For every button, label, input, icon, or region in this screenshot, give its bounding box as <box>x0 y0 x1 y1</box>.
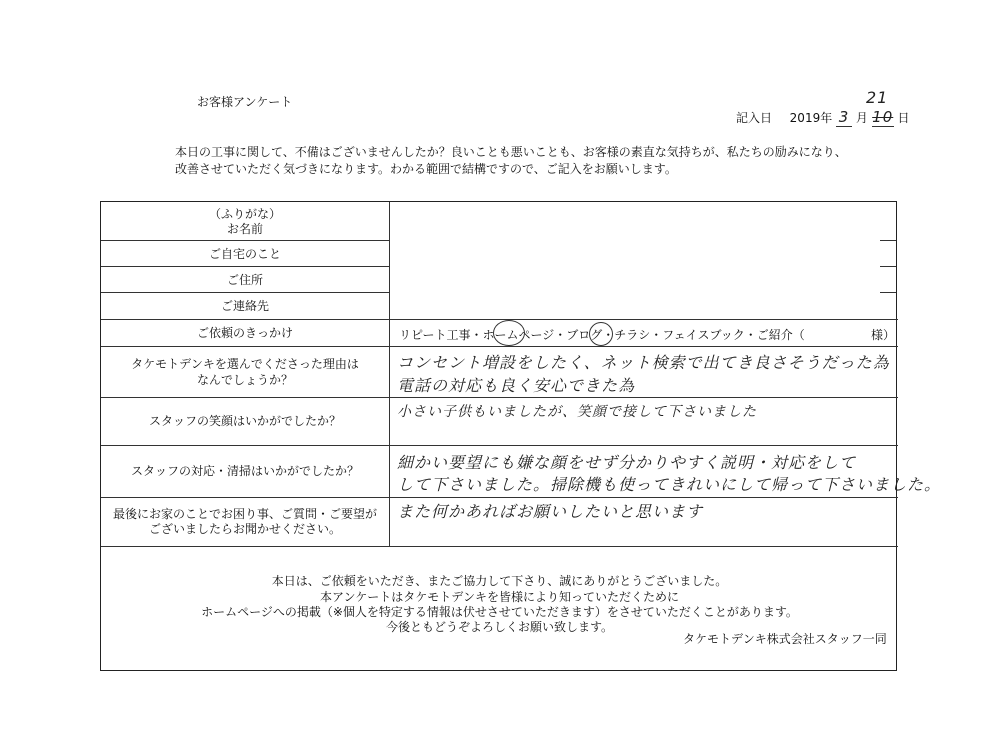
intro-line-2: 改善させていただく気づきになります。わかる範囲で結構ですので、ご記入をお願いします。 <box>175 162 677 176</box>
address-label: ご住所 <box>226 273 263 287</box>
date-month-unit: 月 <box>855 111 868 125</box>
request-answer: また何かあればお願いしたいと思います <box>397 502 704 521</box>
homepage-selection-circle <box>493 320 525 346</box>
date-label: 記入日 <box>736 111 773 125</box>
closing-signature: タケモトデンキ株式会社スタッフ一同 <box>683 632 887 646</box>
name-label: お名前 <box>226 222 263 236</box>
column-divider <box>389 202 390 546</box>
row-line <box>101 240 389 241</box>
row-line <box>101 292 389 293</box>
row-line <box>101 266 389 267</box>
trigger-options: リピート工事・ホームページ・ブログ・チラシ・フェイスブック・ご紹介（ <box>399 328 805 342</box>
smile-answer: 小さい子供もいましたが、笑顔で接して下さいました <box>397 404 757 420</box>
reason-label-line-2: なんでしょうか？ <box>196 373 293 387</box>
date-year: 2019年 <box>789 111 833 125</box>
date-day-struck: 10 <box>872 108 894 126</box>
row-line <box>101 397 898 398</box>
closing-line-1: 本日は、ご依頼をいただき、またご協力して下さり、誠にありがとうございました。 <box>271 574 728 588</box>
date-day-corrected: 21 <box>866 88 889 107</box>
closing-line-4: 今後ともどうぞよろしくお願い致します。 <box>385 620 614 634</box>
reason-label-line-1: タケモトデンキを選んでくださった理由は <box>131 357 359 371</box>
survey-title: お客様アンケート <box>197 95 293 109</box>
date-day-unit: 日 <box>897 111 910 125</box>
date-month-value: 3 <box>836 108 852 127</box>
trigger-suffix: 様） <box>871 328 896 342</box>
entry-date <box>736 108 910 127</box>
smile-label: スタッフの笑顔はいかがでしたか？ <box>148 414 341 428</box>
row-tick <box>880 240 896 241</box>
home-label: ご自宅のこと <box>208 247 281 261</box>
reason-answer-line-1: コンセント増設をしたく、ネット検索で出てき良さそうだった為 <box>397 353 890 372</box>
trigger-label: ご依頼のきっかけ <box>196 326 293 340</box>
contact-label: ご連絡先 <box>220 299 269 313</box>
request-label-line-1: 最後にお家のことでお困り事、ご質問・ご要望が <box>112 507 377 521</box>
service-answer-line-1: 細かい要望にも嫌な顔をせず分かりやすく説明・対応をして <box>397 453 857 472</box>
reason-answer-line-2: 電話の対応も良く安心できた為 <box>397 376 636 395</box>
intro-line-1: 本日の工事に関して、不備はございませんしたか？良いことも悪いことも、お客様の素直な気持ちが、私たちの励みになり、 <box>175 145 847 159</box>
service-answer-line-2: して下さいました。掃除機も使ってきれいにして帰って下さいました。 <box>397 475 942 494</box>
closing-line-3: ホームページへの掲載（※個人を特定する情報は伏せさせていただきます）をさせていただくことがあります。 <box>201 605 798 619</box>
row-tick <box>880 292 896 293</box>
service-label: スタッフの対応・清掃はいかがでしたか？ <box>130 464 359 478</box>
closing-line-2: 本アンケートはタケモトデンキを皆様により知っていただくために <box>319 590 680 604</box>
survey-form-table <box>100 201 942 671</box>
row-tick <box>880 266 896 267</box>
row-line <box>101 497 898 498</box>
request-label-line-2: ございましたらお聞かせください。 <box>148 522 341 536</box>
blog-selection-circle <box>589 322 613 346</box>
row-line <box>101 346 898 347</box>
row-line <box>101 546 898 547</box>
furigana-label: （ふりがな） <box>208 207 281 221</box>
row-line <box>101 445 898 446</box>
row-line <box>101 319 898 320</box>
